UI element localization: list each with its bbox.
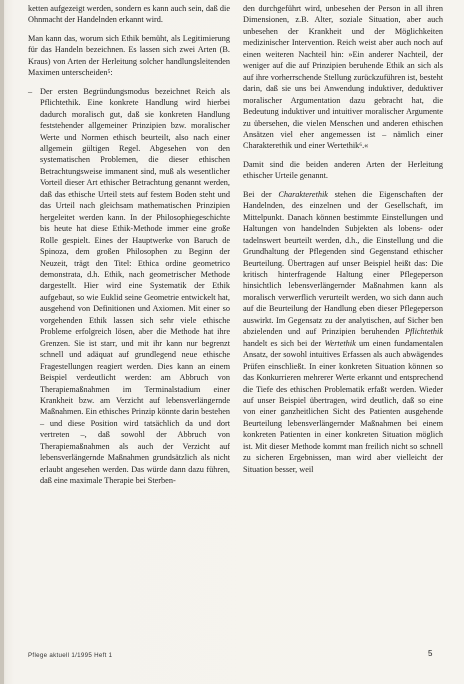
- journal-footer: Pflege aktuell 1/1995 Heft 1: [28, 652, 113, 659]
- left-paragraph-1: ketten aufgezeigt werden, sondern es kann auch sein, daß die Ohnmacht der Handelnden erkannt wird.: [28, 4, 230, 25]
- list-item: [28, 86, 230, 487]
- left-paragraph-2: Man kann das, worum sich Ethik bemüht, als Legitimierung für das Handeln bezeichnen. Es lassen sich zwei Arten (B. Kraus) von Arten der Herleitung solcher handlungsleitenden Maximen unterscheiden⁵:: [28, 33, 230, 78]
- para3-rest-2: handelt es sich bei der: [243, 338, 325, 348]
- right-paragraph-2: Damit sind die beiden anderen Arten der Herleitung ethischer Urteile genannt.: [243, 159, 443, 181]
- para3-rest: stehen die Eigenschaften der Handelnden, des einzelnen und der Gesellschaft, im Mittelpunkt. Danach können bestimmte Einstellungen und Haltungen von handelnden Subjekten als lobens- oder tadelnswert beurteilt werden, d.h., die Einstellung und die Grundhaltung der Pflegenden sind Gegenstand ethischer Beurteilung. Übertragen auf unser Beispiel heißt das: Die kritisch hinterfragende Haltung einer Pflegeperson hinsichtlich lebensverlängernder Maßnahmen kann als moralisch verwerflich verurteilt werden, wo sich dann auch auf die Beurteilung der Handlung eben dieser Pflegeperson auswirkt. Im Gegensatz zu der analytischen, auf Sicher ben abzielenden und auf Prinzipien beruhenden: [243, 189, 444, 337]
- page-fold-shadow: [0, 0, 4, 684]
- right-paragraph-1: den durchgeführt wird, unbesehen der Person in all ihren Dimensionen, z.B. Alter, soziale Situation, aber auch unbesehen der Krankheit und der Möglichkeiten medizinischer Intervention. Reich weist aber auch noch auf einen weiteren Nachteil hin: »Ein anderer Nachteil, der weniger auf die auf Prinzipien beruhende Ethik an sich als auf ihre vorherrschende Stellung zurückzuführen ist, besteht darin, daß sie uns bei Anwendung induktiver, deduktiver moralischer Argumentation dazu gebracht hat, die Bedeutung induktiver und intuitiver moralischer Argumente zu übersehen, die vielen Menschen und anderen ethischen Ansätzen viel eher angemessen ist – nämlich einer Charakterethik und einer Wertethik⁶.«: [243, 4, 443, 151]
- term-charakterethik: Charakterethik: [278, 189, 328, 199]
- right-column: [243, 3, 443, 475]
- right-paragraph-3: [243, 189, 443, 475]
- list-item-text: Der ersten Begründungsmodus bezeichnet Reich als Pflichtethik. Eine konkrete Handlung wird hierbei dadurch moralisch gut, daß sie konkreten Handlung feststehender allgemeiner Prinzipien bzw. moralischer Werte und Normen ethisch beurteilt, also nach einer allgemein gültigen Regel. Abgesehen von den systematischen Problemen, die dieser ethischen Betrachtungsweise immanent sind, muß als wesentlicher Vorteil dieser Art ethischer Betrachtung genannt werden, daß das ethische Urteil stets auf festem Boden steht und das Urteil nach gleichsam mathematischen Prinzipien hergeleitet werden kann. In der Philosophiegeschichte bis heute hat diese Ethik-Methode immer eine große Rolle gespielt. Eines der Hauptwerke von Baruch de Spinoza, dem großen Philosophen zu Beginn der Neuzeit, trägt den Titel: Ethica ordine geometrico demonstrata, d.h. Ethik, nach geometrischer Methode dargestellt. Hier wird eine Systematik der Ethik aufgebaut, so wie Euklid seine Geometrie entwickelt hat, ausgehend von Definitionen und Axiomen. Mit einer so vorgehenden Ethik lassen sich sehr viele ethische Probleme erfolgreich lösen, aber die Methode hat ihre Grenzen. Sie ist starr, und mit ihr kann nur begrenzt schnell und adäquat auf grundlegend neue ethische Fragestellungen reagiert werden. Dies kann an einem Beispiel verdeutlicht werden: am Abbruch von Therapiemaßnahmen im Terminalstadium einer Krankheit bzw. am Verzicht auf lebensverlängernde Maßnahmen. Ein ethisches Prinzip könnte darin bestehen – und diese Position wird tatsächlich da und dort vertreten –, daß sowohl der Abbruch von Therapiemaßnahmen als auch der Verzicht auf lebensverlängernde Maßnahmen grundsätzlich als nicht erlaubt angesehen werden. Das würde dann dazu führen, daß eine maximale Therapie bei Sterben-: [40, 86, 230, 486]
- list-dash: –: [28, 86, 33, 96]
- para3-rest-3: um einen fundamentalen Ansatz, der sowohl intuitives Erfassen als auch abwägendes Prüfen einschließt. In einer konkreten Situation können so das Konkurrieren mehrerer Werte erkannt und entsprechend die Tiefe des ethischen Problematik erfaßt werden. Wieder auf unser Beispiel übertragen, wird deutlich, daß so eine von einer ganzheitlichen Sicht des Patienten ausgehende Beurteilung lebensverlängernder Maßnahmen bei einem konkreten Patienten in einer konkreten Situation möglich ist. Mit dieser Methode kommt man freilich nicht so schnell zu sicheren Ergebnissen, man wird aber vielleicht der Situation besser, weil: [243, 338, 443, 474]
- para3-prefix: Bei der: [243, 189, 279, 199]
- term-wertethik: Wertethik: [324, 338, 356, 348]
- left-column: [28, 3, 230, 487]
- term-pflichtethik: Pflichtethik: [404, 327, 443, 337]
- page-number: 5: [428, 649, 433, 658]
